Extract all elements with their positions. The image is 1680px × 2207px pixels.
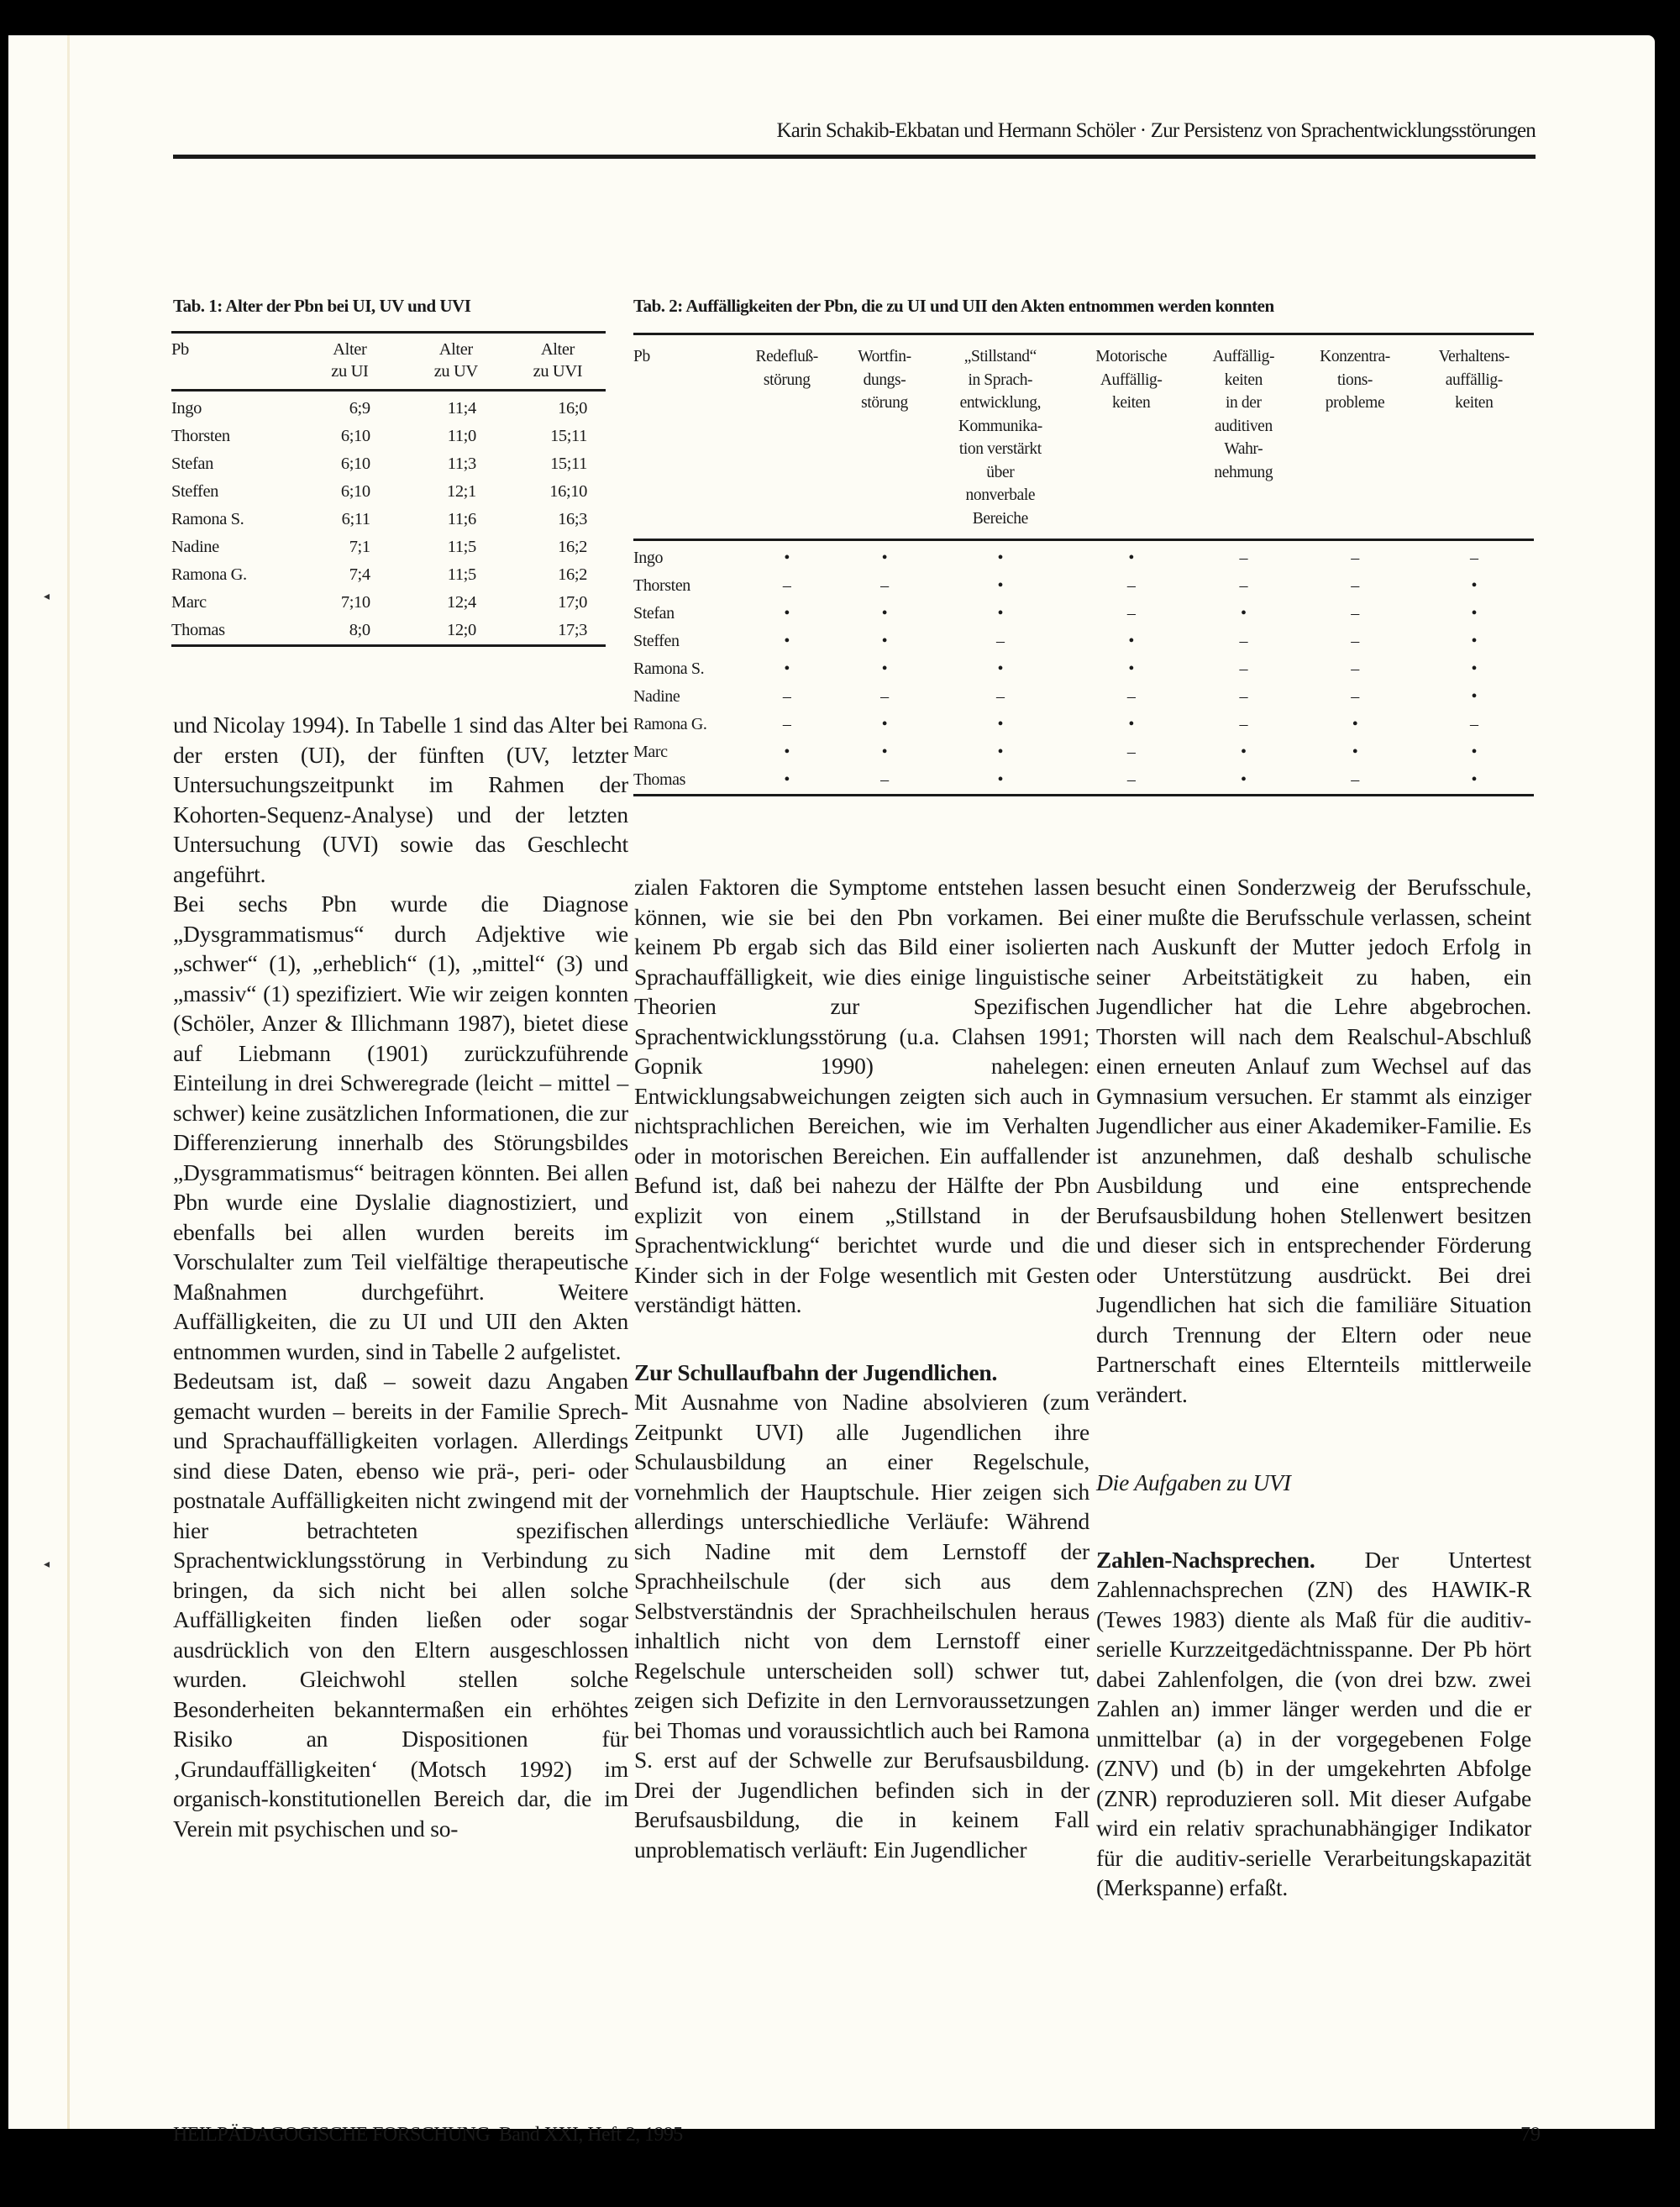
header-line: Alter <box>333 340 367 359</box>
header-line: Redefluß- <box>755 348 818 365</box>
table1-cell-ui: 6;11 <box>341 510 370 528</box>
present-marker: • <box>1128 659 1134 678</box>
table2-row <box>633 655 1534 683</box>
table2-header-pb <box>633 334 734 540</box>
absent-marker: – <box>1126 604 1136 623</box>
table1-cell-uvi: 16;0 <box>558 399 587 418</box>
table1-header-cell <box>171 333 297 391</box>
header-line: Alter <box>438 340 473 359</box>
table1-cell-pb: Ramona G. <box>171 565 247 584</box>
table1-cell-pb: Stefan <box>171 455 213 473</box>
absent-marker: – <box>1126 576 1136 595</box>
paragraph: und Nicolay 1994). In Tabelle 1 sind das Alter bei der ersten (UI), der fünften (UV, letzter Untersuchungszeitpunkt im Rahmen der Kohorten-Sequenz-Analyse) und der letzten Untersuchung (UVI) sowie das Geschlecht angeführt. <box>173 712 628 887</box>
table1-cell-pb: Ramona S. <box>171 510 244 528</box>
present-marker: • <box>1128 549 1134 567</box>
present-marker: • <box>997 604 1004 623</box>
table1-cell-uvi: 15;11 <box>550 455 587 473</box>
header-line: probleme <box>1325 394 1385 412</box>
present-marker: • <box>734 766 839 796</box>
present-marker: • <box>1471 576 1478 595</box>
present-marker: • <box>881 604 888 623</box>
table1-cell-uv: 11;4 <box>447 399 476 418</box>
margin-mark: ◂ <box>44 591 50 603</box>
body-column-left <box>173 710 628 1843</box>
table1-cell-pb: Thomas <box>171 617 297 646</box>
table2-cell-pb: Marc <box>633 743 668 761</box>
table1-row <box>171 450 606 478</box>
header-line: zu UV <box>433 362 478 381</box>
table1-cell-ui: 6;10 <box>340 427 370 445</box>
header-line: störung <box>763 370 811 389</box>
table1-cell-ui: 7;1 <box>349 538 370 556</box>
present-marker: • <box>997 715 1004 733</box>
table2-cell-pb: Thomas <box>633 766 734 796</box>
header-line: nonverbale <box>965 486 1036 504</box>
present-marker: • <box>1471 632 1478 650</box>
table2-body <box>633 540 1534 796</box>
absent-marker: – <box>1351 687 1359 706</box>
page-gutter <box>67 35 70 2129</box>
present-marker: • <box>1415 766 1534 796</box>
header-line: Pb <box>633 348 650 365</box>
header-line: in Sprach- <box>968 370 1033 389</box>
header-line: tion verstärkt <box>958 440 1042 458</box>
page-number: 79 <box>1520 2124 1541 2146</box>
header-line: störung <box>861 394 908 412</box>
table2-header-motorisch <box>1071 334 1191 540</box>
header-line: Konzentra- <box>1320 348 1390 365</box>
table1-cell-uvi: 16;2 <box>558 565 587 584</box>
absent-marker: – <box>1295 766 1414 796</box>
header-line: Auffällig- <box>1212 348 1275 365</box>
absent-marker: – <box>1239 687 1248 706</box>
table1-cell-uv: 11;5 <box>447 538 476 556</box>
absent-marker: – <box>1351 549 1359 567</box>
journal-footer: HEILPÄDAGOGISCHE FORSCHUNG Band XXI, Heft 2, 1995 <box>173 2124 683 2146</box>
table2-cell-pb: Stefan <box>633 604 675 623</box>
present-marker: • <box>881 659 888 678</box>
header-line: Pb <box>171 340 189 359</box>
present-marker: • <box>881 549 888 567</box>
present-marker: • <box>881 743 888 761</box>
table1-cell-uv: 12;1 <box>446 482 476 501</box>
present-marker: • <box>784 743 790 761</box>
present-marker: • <box>784 659 790 678</box>
paragraph-text: Der Untertest Zahlennachsprechen (ZN) des HAWIK-R (Tewes 1983) diente als Maß für die auditiv-serielle Kurzzeitgedächtnisspanne. Der Pb hört dabei Zahlenfolgen, die (von drei bzw. zwei Zahlen an) immer länger werden und die er unmittelbar (a) in der vorgegebenen Folge (ZNV) und (b) in der umgekehrten Abfolge (ZNR) reproduzieren soll. Mit dieser Aufgabe wird ein relativ sprachunabhängiger Indikator für die auditiv-serielle Verarbeitungskapazität (Merkspanne) erfaßt. <box>1096 1546 1531 1900</box>
paragraph: Mit Ausnahme von Nadine absolvieren (zum Zeitpunkt UVI) alle Jugendlichen ihre Schulausbildung an einer Regelschule, vornehmlich der Hauptschule. Hier zeigen sich allerdings unterschiedliche Verläufe: Während sich Nadine mit dem Lernstoff der Sprachheilschule (der sich aus dem Selbstverständnis der Sprachheilschulen heraus inhaltlich nicht von dem Lernstoff einer Regelschule unterscheiden soll) schwer tut, zeigen sich Defizite in den Lernvoraussetzungen bei Thomas und voraussichtlich auch bei Ramona S. erst auf der Schwelle zur Berufsausbildung. Drei der Jugendlichen befinden sich in der Berufsausbildung, die in keinem Fall unproblematisch verläuft: Ein Jugendlicher <box>634 1389 1089 1863</box>
absent-marker: – <box>1351 659 1359 678</box>
table2 <box>633 333 1534 796</box>
paragraph: Bedeutsam ist, daß – soweit dazu Angaben gemacht wurden – bereits in der Familie Sprech- und Sprachauffälligkeiten vorlagen. Allerdings sind diese Daten, ebenso wie prä-, peri- oder postnatale Auffälligkeiten nicht zwingend mit der hier betrachteten spezifischen Sprachentwicklungsstörung in Verbindung zu bringen, da sich nicht bei allen solche Auffälligkeiten finden ließen oder sogar ausdrücklich von den Eltern ausgeschlossen wurden. Gleichwohl stellen solche Besonderheiten bekanntermaßen ein erhöhtes Risiko an Dispositionen für ‚Grundauffälligkeiten‘ (Motsch 1992) im organisch-konstitutionellen Bereich dar, die im Verein mit psychischen und so- <box>173 1368 628 1842</box>
run-in-heading: Zahlen-Nachsprechen. <box>1096 1546 1315 1573</box>
absent-marker: – <box>1239 715 1248 733</box>
table1-cell-uv: 11;6 <box>447 510 476 528</box>
table1-cell-ui: 6;10 <box>340 482 370 501</box>
section-heading: Die Aufgaben zu UVI <box>1096 1469 1291 1495</box>
table1-cell-pb: Thorsten <box>171 427 230 445</box>
spacer <box>634 1320 1089 1358</box>
header-line: Auffällig- <box>1100 370 1163 389</box>
present-marker: • <box>997 549 1004 567</box>
header-line: auffällig- <box>1445 370 1503 389</box>
table2-cell-pb: Ingo <box>633 549 664 567</box>
table1-row <box>171 533 606 561</box>
header-line: keiten <box>1224 370 1263 389</box>
present-marker: • <box>997 743 1004 761</box>
absent-marker: – <box>1239 632 1248 650</box>
header-line: nehmung <box>1214 463 1273 481</box>
table1-row <box>171 423 606 450</box>
table2-row <box>633 683 1534 711</box>
table1-body <box>171 391 606 646</box>
absent-marker: – <box>782 576 791 595</box>
body-column-right <box>1096 872 1531 1903</box>
paragraph <box>1096 1545 1531 1903</box>
table2-header-wortfindung <box>839 334 929 540</box>
header-line: Wahr- <box>1224 440 1263 458</box>
table1-header-row <box>171 333 606 391</box>
table1-cell-uvi: 16;3 <box>558 510 587 528</box>
absent-marker: – <box>1126 743 1136 761</box>
header-line: entwicklung, <box>959 394 1042 412</box>
table2-header-auditiv <box>1191 334 1295 540</box>
table2-row <box>633 540 1534 573</box>
present-marker: • <box>784 604 790 623</box>
table1-cell-pb: Marc <box>171 593 207 612</box>
absent-marker: – <box>1239 576 1248 595</box>
table2-row <box>633 766 1534 796</box>
table1-row <box>171 561 606 589</box>
table1-cell-ui: 6;9 <box>349 399 370 418</box>
present-marker: • <box>784 632 790 650</box>
present-marker: • <box>1241 743 1247 761</box>
table1-cell-uv: 11;0 <box>447 427 476 445</box>
table1-cell-uv: 11;5 <box>447 565 476 584</box>
present-marker: • <box>784 549 790 567</box>
header-line: in der <box>1226 394 1262 412</box>
header-line: auditiven <box>1214 417 1273 435</box>
present-marker: • <box>1352 715 1358 733</box>
absent-marker: – <box>839 766 929 796</box>
table1-cell-uv: 11;3 <box>447 455 476 473</box>
margin-mark: ◂ <box>44 1558 50 1571</box>
table2-row <box>633 628 1534 655</box>
absent-marker: – <box>1351 604 1359 623</box>
header-line: Verhaltens- <box>1438 348 1509 365</box>
absent-marker: – <box>1351 632 1359 650</box>
present-marker: • <box>1352 743 1358 761</box>
present-marker: • <box>881 632 888 650</box>
table2-row <box>633 738 1534 766</box>
table2-header-stillstand <box>930 334 1072 540</box>
table1-row <box>171 391 606 423</box>
body-column-middle <box>634 872 1089 1864</box>
present-marker: • <box>1471 687 1478 706</box>
header-line: Wortfin- <box>858 348 911 365</box>
table2-cell-pb: Steffen <box>633 632 680 650</box>
table1-cell-pb: Nadine <box>171 538 219 556</box>
table1-row <box>171 589 606 617</box>
scanned-page <box>8 35 1655 2146</box>
table1-row <box>171 506 606 533</box>
header-line: zu UI <box>331 362 369 381</box>
absent-marker: – <box>1239 659 1248 678</box>
header-line: keiten <box>1112 394 1151 412</box>
table1-cell-uvi: 17;3 <box>510 617 606 646</box>
table2-title: Tab. 2: Auffälligkeiten der Pbn, die zu UI und UII den Akten entnommen werden konnten <box>633 296 1274 316</box>
table1-cell-uv: 12;0 <box>402 617 510 646</box>
table2-cell-pb: Thorsten <box>633 576 690 595</box>
present-marker: • <box>1191 766 1295 796</box>
table1-cell-uvi: 16;2 <box>558 538 587 556</box>
paragraph: besucht einen Sonderzweig der Berufsschule, einer mußte die Berufsschule verlassen, scheint nach Auskunft der Mutter jedoch Erfolg in seiner Arbeitstätigkeit zu haben, ein Jugendlicher hat die Lehre abgebrochen. Thorsten will nach dem Realschul-Abschluß einen erneuten Anlauf zum Wechsel auf das Gymnasium versuchen. Er stammt als einziger Jugendlicher aus einer Akademiker-Familie. Es ist anzunehmen, daß deshalb schulische Ausbildung und eine entsprechende Berufsausbildung hohen Stellenwert besitzen und dieser sich in entsprechender Förderung oder Unterstützung ausdrückt. Bei drei Jugendlichen hat sich die familiäre Situation durch Trennung der Eltern oder neue Partnerschaft eines Elternteils mittlerweile verändert. <box>1096 874 1531 1407</box>
present-marker: • <box>1471 743 1478 761</box>
table2-cell-pb: Ramona S. <box>633 659 705 678</box>
present-marker: • <box>1471 659 1478 678</box>
present-marker: • <box>997 659 1004 678</box>
absent-marker: – <box>782 687 791 706</box>
absent-marker: – <box>782 715 791 733</box>
table1-title: Tab. 1: Alter der Pbn bei UI, UV und UVI <box>173 296 471 316</box>
table1-row <box>171 617 606 646</box>
present-marker: • <box>997 576 1004 595</box>
present-marker: • <box>1471 604 1478 623</box>
header-line: dungs- <box>863 370 906 389</box>
running-header: Karin Schakib-Ekbatan und Hermann Schöler · Zur Persistenz von Sprachentwicklungsstörungen <box>776 119 1536 142</box>
absent-marker: – <box>1469 715 1478 733</box>
absent-marker: – <box>1071 766 1191 796</box>
header-line: Motorische <box>1095 348 1168 365</box>
table2-header-verhalten <box>1415 334 1534 540</box>
present-marker: • <box>930 766 1072 796</box>
header-rule <box>173 155 1536 159</box>
table1-row <box>171 478 606 506</box>
table1-cell-ui: 8;0 <box>297 617 402 646</box>
present-marker: • <box>1128 715 1134 733</box>
section-heading: Zur Schullaufbahn der Jugendlichen. <box>634 1358 998 1385</box>
table1-cell-ui: 7;10 <box>340 593 370 612</box>
table1-cell-uvi: 15;11 <box>550 427 587 445</box>
table1-cell-pb: Ingo <box>171 399 202 418</box>
paragraph: Bei sechs Pbn wurde die Diagnose „Dysgrammatismus“ durch Adjektive wie „schwer“ (1), „erheblich“ (1), „mittel“ (3) und „massiv“ (1) spezifiziert. Wie wir zeigen konnten (Schöler, Anzer & Illichmann 1987), bietet diese auf Liebmann (1901) zurückzuführende Einteilung in drei Schweregrade (leicht – mittel – schwer) keine zusätzlichen Informationen, die zur Differenzierung innerhalb des Störungsbildes „Dysgrammatismus“ beitragen könnten. Bei allen Pbn wurde eine Dyslalie diagnostiziert, und ebenfalls bei allen wurden bereits im Vorschulalter zum Teil vielfältige therapeutische Maßnahmen durchgeführt. Weitere Auffälligkeiten, die zu UI und UII den Akten entnommen wurden, sind in Tabelle 2 aufgelistet. <box>173 891 628 1364</box>
table1-cell-ui: 6;10 <box>340 455 370 473</box>
absent-marker: – <box>996 687 1005 706</box>
table1-cell-pb: Steffen <box>171 482 219 501</box>
present-marker: • <box>1241 604 1247 623</box>
table2-cell-pb: Nadine <box>633 687 680 706</box>
table1 <box>171 331 606 647</box>
header-line: tions- <box>1336 370 1373 389</box>
header-line: Bereiche <box>972 509 1028 528</box>
table2-row <box>633 711 1534 738</box>
table2-header-row <box>633 334 1534 540</box>
table1-cell-ui: 7;4 <box>349 565 370 584</box>
table1-cell-uv: 12;4 <box>446 593 476 612</box>
header-line: keiten <box>1455 394 1494 412</box>
table1-header-cell <box>297 333 402 391</box>
absent-marker: – <box>880 687 889 706</box>
absent-marker: – <box>1239 549 1248 567</box>
absent-marker: – <box>1351 576 1359 595</box>
header-line: Kommunika- <box>958 417 1042 435</box>
table1-cell-uvi: 16;10 <box>549 482 587 501</box>
table2-cell-pb: Ramona G. <box>633 715 707 733</box>
absent-marker: – <box>880 576 889 595</box>
table2-row <box>633 572 1534 600</box>
absent-marker: – <box>1126 687 1136 706</box>
header-line: zu UVI <box>533 362 583 381</box>
table1-header-cell <box>402 333 510 391</box>
present-marker: • <box>1128 632 1134 650</box>
table1-header-cell <box>510 333 606 391</box>
paragraph: zialen Faktoren die Symptome entstehen lassen können, wie sie bei den Pbn vorkamen. Bei keinem Pb ergab sich das Bild einer isolierten Sprachauffälligkeit, wie dies einige linguistische Theorien zur Spezifischen Sprachentwicklungsstörung (u.a. Clahsen 1991; Gopnik 1990) nahelegen: Entwicklungsabweichungen zeigten sich auch in nichtsprachlichen Bereichen, wie im Verhalten oder in motorischen Bereichen. Ein auffallender Befund ist, daß bei nahezu der Hälfte der Pbn explizit von einem „Stillstand in der Sprachentwicklung“ berichtet wurde und die Kinder sich in der Folge wesentlich mit Gesten verständigt hätten. <box>634 874 1089 1317</box>
header-line: „Stillstand“ <box>963 348 1037 365</box>
header-line: über <box>986 463 1015 481</box>
header-line: Alter <box>540 340 575 359</box>
absent-marker: – <box>996 632 1005 650</box>
absent-marker: – <box>1469 549 1478 567</box>
present-marker: • <box>881 715 888 733</box>
table2-header-redefluss <box>734 334 839 540</box>
table2-header-konzentration <box>1295 334 1414 540</box>
table1-cell-uvi: 17;0 <box>558 593 587 612</box>
table2-row <box>633 600 1534 628</box>
